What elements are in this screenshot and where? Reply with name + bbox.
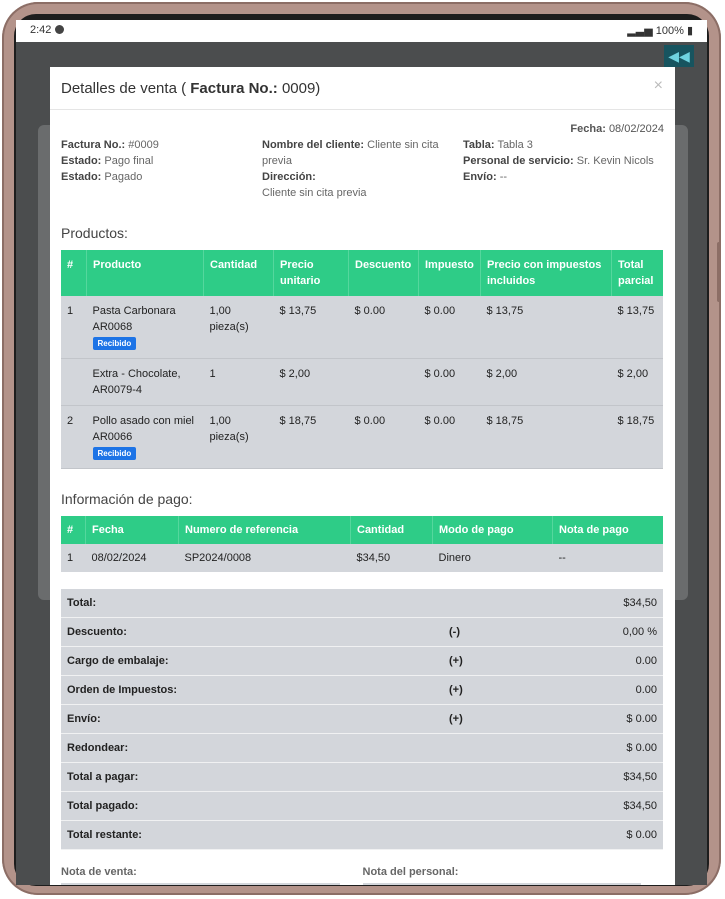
date-label: Fecha: (570, 123, 606, 135)
title-prefix: Detalles de venta ( (61, 80, 187, 97)
status-bar (16, 20, 707, 42)
totals-label: Descuento: (61, 618, 443, 647)
info-value: Pago final (104, 155, 154, 167)
col-header: Modo de pago (433, 516, 553, 544)
modal-body (50, 123, 675, 885)
cell-num: 1 (61, 296, 87, 359)
info-label: Factura No.: (61, 139, 126, 151)
cell-num: 1 (61, 544, 86, 572)
cell-tax: $ 0.00 (419, 296, 481, 359)
info-invoice-no (61, 137, 262, 153)
table-row (61, 406, 663, 469)
totals-value: 0.00 (575, 647, 663, 676)
invoice-date (61, 123, 664, 135)
totals-value: $ 0.00 (575, 821, 663, 850)
info-col-2 (262, 137, 463, 201)
modal-header (50, 67, 675, 110)
cell-disc (349, 359, 419, 406)
info-value: Sr. Kevin Nicols (576, 155, 654, 167)
totals-sign: (+) (443, 705, 575, 734)
battery-level: 100% (655, 25, 684, 37)
totals-sign (443, 589, 575, 618)
cell-qty: 1,00 pieza(s) (204, 406, 274, 469)
cell-tax: $ 0.00 (419, 359, 481, 406)
cell-incl: $ 18,75 (481, 406, 612, 469)
totals-row (61, 763, 663, 792)
close-icon[interactable]: × (653, 77, 663, 94)
info-value: Cliente sin cita previa (262, 139, 439, 167)
status-right (627, 24, 693, 37)
col-header: Cantidad (351, 516, 433, 544)
cell-disc: $ 0.00 (349, 406, 419, 469)
totals-row (61, 647, 663, 676)
notification-icon (55, 25, 64, 34)
sale-note-box[interactable] (61, 883, 340, 885)
product-name: Pasta Carbonara AR0068 (92, 305, 176, 333)
totals-value: $34,50 (575, 763, 663, 792)
product-name: Pollo asado con miel AR0066 (92, 415, 195, 443)
battery-icon: ▮ (686, 25, 693, 37)
info-label: Envío: (463, 171, 497, 183)
totals-label: Total: (61, 589, 443, 618)
cell-unit: $ 2,00 (274, 359, 349, 406)
table-row (61, 296, 663, 359)
staff-note-label: Nota del personal: (362, 866, 459, 878)
cell-total: $ 2,00 (612, 359, 664, 406)
totals-value: $34,50 (575, 589, 663, 618)
totals-sign (443, 792, 575, 821)
status-time: 2:42 (30, 24, 52, 36)
info-label: Dirección: (262, 171, 316, 183)
info-label: Estado: (61, 155, 102, 167)
totals-label: Envío: (61, 705, 443, 734)
totals-label: Orden de Impuestos: (61, 676, 443, 705)
product-name: Extra - Chocolate, AR0079-4 (92, 368, 181, 396)
info-label: Tabla: (463, 139, 495, 151)
col-header: Nota de pago (553, 516, 664, 544)
totals-row (61, 734, 663, 763)
info-value: Tabla 3 (497, 139, 533, 151)
products-table (61, 250, 663, 469)
totals-value: $ 0.00 (575, 734, 663, 763)
sale-note-label: Nota de venta: (61, 866, 137, 878)
info-label: Estado: (61, 171, 102, 183)
info-value: Pagado (104, 171, 143, 183)
info-col-3 (463, 137, 664, 201)
totals-label: Total restante: (61, 821, 443, 850)
col-header: Descuento (349, 250, 419, 296)
cell-num (61, 359, 87, 406)
totals-row (61, 676, 663, 705)
cell-unit: $ 13,75 (274, 296, 349, 359)
col-header: Precio con impuestos incluidos (481, 250, 612, 296)
totals-sign (443, 734, 575, 763)
info-label: Personal de servicio: (463, 155, 574, 167)
info-value: #0009 (128, 139, 159, 151)
totals-label: Total pagado: (61, 792, 443, 821)
info-address-value: Cliente sin cita previa (262, 187, 367, 199)
info-staff (463, 153, 664, 169)
cell-ref: SP2024/0008 (179, 544, 351, 572)
totals-label: Redondear: (61, 734, 443, 763)
totals-table (61, 589, 663, 850)
title-value: 0009) (281, 80, 321, 97)
info-col-1 (61, 137, 262, 201)
totals-value: $34,50 (575, 792, 663, 821)
cell-product (87, 406, 204, 469)
totals-label: Cargo de embalaje: (61, 647, 443, 676)
cell-qty: 1 (204, 359, 274, 406)
table-header-row (61, 516, 663, 544)
info-table (463, 137, 664, 153)
col-header: Fecha (86, 516, 179, 544)
col-header: Precio unitario (274, 250, 349, 296)
cell-qty: 1,00 pieza(s) (204, 296, 274, 359)
sale-note (61, 866, 340, 885)
col-header: Total parcial (612, 250, 664, 296)
cell-product (87, 359, 204, 406)
totals-sign: (+) (443, 676, 575, 705)
rewind-icon[interactable]: ◀◀ (664, 45, 694, 67)
cell-incl: $ 2,00 (481, 359, 612, 406)
totals-sign: (-) (443, 618, 575, 647)
table-row (61, 359, 663, 406)
invoice-info (61, 137, 664, 201)
totals-row (61, 618, 663, 647)
totals-value: $ 0.00 (575, 705, 663, 734)
cell-incl: $ 13,75 (481, 296, 612, 359)
table-row (61, 544, 663, 572)
signal-icon: ▂▃▅ (627, 25, 653, 37)
staff-note-box[interactable] (363, 883, 642, 885)
cell-unit: $ 18,75 (274, 406, 349, 469)
col-header: Cantidad (204, 250, 274, 296)
title-label: Factura No.: (190, 80, 278, 97)
col-header: Impuesto (419, 250, 481, 296)
payment-title: Información de pago: (61, 491, 193, 507)
cell-num: 2 (61, 406, 87, 469)
cell-total: $ 13,75 (612, 296, 664, 359)
table-header-row (61, 250, 663, 296)
col-header: # (61, 516, 86, 544)
col-header: Producto (87, 250, 204, 296)
cell-amount: $34,50 (351, 544, 433, 572)
notes-section (61, 866, 664, 885)
totals-sign (443, 821, 575, 850)
status-badge: Recibido (93, 447, 137, 460)
cell-date: 08/02/2024 (86, 544, 179, 572)
totals-row (61, 821, 663, 850)
totals-sign: (+) (443, 647, 575, 676)
info-value: -- (499, 171, 508, 183)
totals-sign (443, 763, 575, 792)
products-title: Productos: (61, 225, 128, 241)
totals-row (61, 589, 663, 618)
cell-disc: $ 0.00 (349, 296, 419, 359)
col-header: # (61, 250, 87, 296)
modal-title (61, 80, 320, 97)
info-state-2 (61, 169, 262, 185)
status-badge: Recibido (93, 337, 137, 350)
payment-table (61, 516, 663, 572)
cell-mode: Dinero (433, 544, 553, 572)
volume-button (717, 242, 721, 302)
info-label: Nombre del cliente: (262, 139, 365, 151)
cell-note: -- (553, 544, 664, 572)
info-state (61, 153, 262, 169)
totals-label: Total a pagar: (61, 763, 443, 792)
cell-tax: $ 0.00 (419, 406, 481, 469)
info-address (262, 169, 463, 185)
staff-note (363, 866, 642, 885)
totals-value: 0.00 (575, 676, 663, 705)
date-value: 08/02/2024 (608, 123, 664, 135)
cell-product (87, 296, 204, 359)
totals-row (61, 705, 663, 734)
info-client (262, 137, 463, 169)
col-header: Numero de referencia (179, 516, 351, 544)
info-shipping (463, 169, 664, 185)
totals-value: 0,00 % (575, 618, 663, 647)
cell-total: $ 18,75 (612, 406, 664, 469)
screen (16, 20, 707, 885)
sale-details-modal (50, 67, 675, 885)
totals-row (61, 792, 663, 821)
